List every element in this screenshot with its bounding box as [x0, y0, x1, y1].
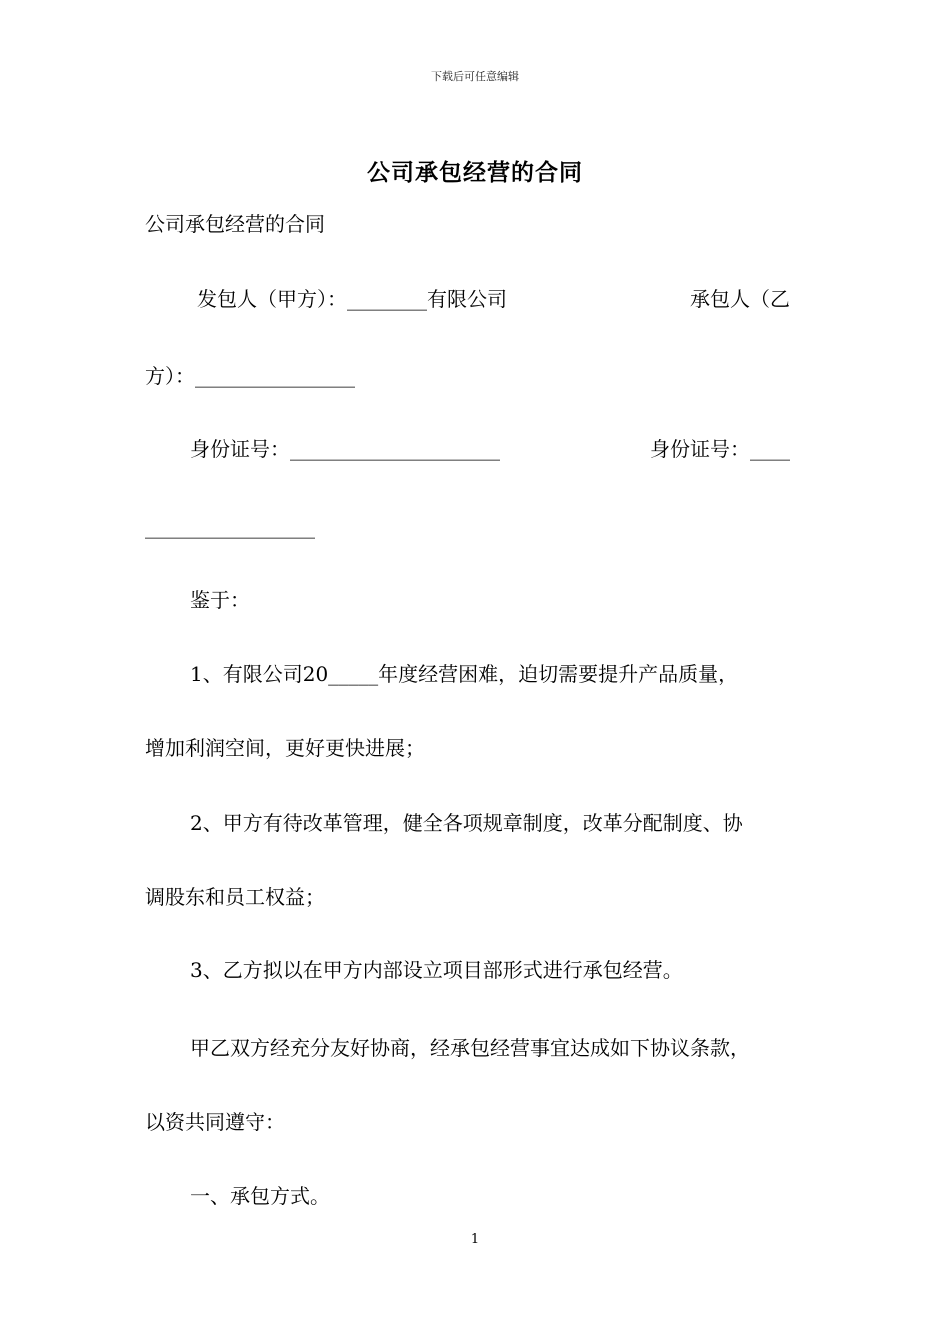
recital-item-2: 2、甲方有待改革管理，健全各项规章制度，改革分配制度、协 — [190, 811, 743, 835]
agreement-paragraph-continued: 以资共同遵守： — [145, 1110, 285, 1134]
party-b-line-continued: 方）：________________ — [145, 364, 355, 388]
section-heading-1: 一、承包方式。 — [190, 1184, 330, 1208]
party-a-id-line: 身份证号：_____________________ — [190, 437, 500, 461]
recital-item-1-continued: 增加利润空间，更好更快进展； — [145, 736, 425, 760]
page-header-note: 下载后可任意编辑 — [431, 70, 519, 83]
document-title: 公司承包经营的合同 — [367, 159, 583, 186]
whereas-heading: 鉴于： — [190, 588, 250, 612]
recital-item-1: 1、有限公司20_____年度经营困难，迫切需要提升产品质量， — [190, 662, 739, 686]
party-b-id-line-continued: _________________ — [145, 515, 315, 539]
party-b-line: 承包人（乙 — [690, 287, 790, 311]
party-a-line: 发包人（甲方）：________有限公司 — [197, 287, 507, 311]
page-number: 1 — [470, 1232, 480, 1247]
document-subtitle: 公司承包经营的合同 — [145, 212, 325, 236]
recital-item-3: 3、乙方拟以在甲方内部设立项目部形式进行承包经营。 — [190, 958, 683, 982]
recital-item-2-continued: 调股东和员工权益； — [145, 885, 325, 909]
party-b-id-line: 身份证号：____ — [650, 437, 790, 461]
agreement-paragraph: 甲乙双方经充分友好协商，经承包经营事宜达成如下协议条款， — [190, 1036, 750, 1060]
